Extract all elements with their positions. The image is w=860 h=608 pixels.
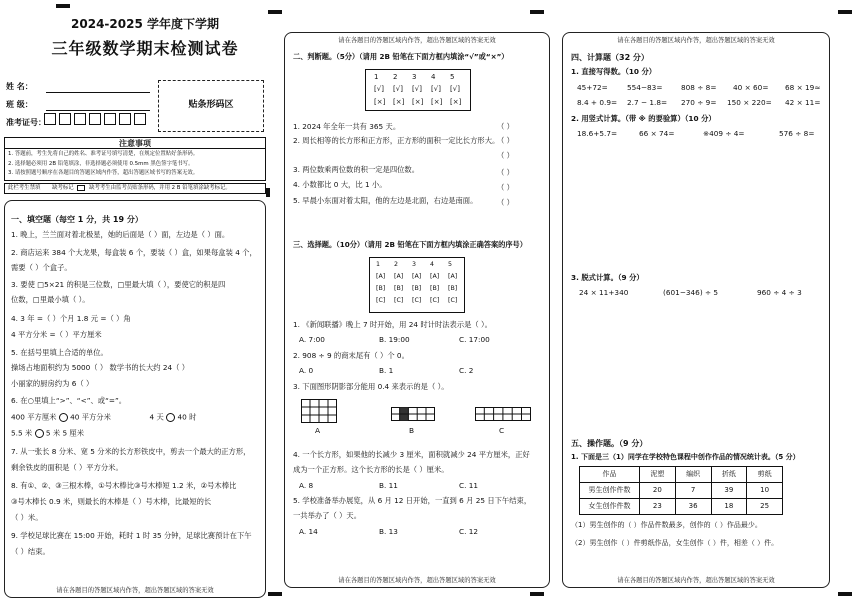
- judge-tick-option[interactable]: [√]: [412, 85, 422, 93]
- judge-choice-panel: [284, 32, 550, 588]
- absent-bar: [4, 183, 266, 194]
- name-field[interactable]: [46, 92, 150, 93]
- direct-title: 1. 直接写得数。（10 分）: [571, 67, 657, 76]
- fill-q5-b: 小丽家的厨房约为 6（ ）: [11, 379, 94, 388]
- barcode-label: 贴条形码区: [188, 100, 234, 110]
- alignment-mark: [838, 10, 852, 14]
- fill-q4: 4. 3 年 =（ ）个月 1.8 元 =（ ）角: [11, 314, 131, 323]
- choice-q2-opt-a[interactable]: A. 0: [299, 366, 314, 375]
- figure-b-label[interactable]: B: [409, 426, 415, 435]
- direct-item: 554−83=: [627, 83, 663, 92]
- choice-q4-opt-b[interactable]: B. 11: [379, 481, 398, 490]
- choice-q1-opt-c[interactable]: C. 17:00: [459, 335, 490, 344]
- fill-q3: 3. 要使 □5×21 的积是三位数，□里最大填（ ），要使它的积是四: [11, 280, 226, 289]
- choice-number: 2: [394, 261, 399, 268]
- direct-item: 40 × 60=: [733, 83, 769, 92]
- direct-item: 150 × 220=: [727, 98, 772, 107]
- fill-q8-cont2: （ ）米。: [11, 513, 43, 522]
- judge-tick-option[interactable]: [√]: [450, 85, 460, 93]
- calc-title: 四、计算题（32 分）: [571, 53, 649, 62]
- table-header: 剪纸: [747, 467, 783, 483]
- choice-option[interactable]: [C]: [412, 297, 422, 304]
- choice-number: 3: [412, 261, 417, 268]
- answer-paren: （ ）: [497, 122, 514, 131]
- fill-q7: 7. 从一张长 8 分米、宽 5 分米的长方形铁皮中，剪去一个最大的正方形，: [11, 447, 251, 456]
- vertical-item: 18.6+5.7=: [577, 129, 618, 138]
- choice-q5: 5. 学校准备举办展览，从 6 月 12 日开始，一直到 6 月 25 日下午结束，: [293, 496, 532, 505]
- vertical-item: 576 ÷ 8=: [779, 129, 815, 138]
- choice-q5-opt-c[interactable]: C. 12: [459, 527, 479, 536]
- judge-q4: 4. 小数都比 0 大，比 1 小。: [293, 180, 387, 189]
- choice-q2-opt-b[interactable]: B. 1: [379, 366, 394, 375]
- choice-q4-opt-c[interactable]: C. 11: [459, 481, 479, 490]
- choice-option[interactable]: [B]: [394, 285, 404, 292]
- fill-q3-cont: 位数，□里最小填（ ）。: [11, 295, 90, 304]
- judge-number: 3: [412, 73, 417, 81]
- choice-q5-opt-b[interactable]: B. 13: [379, 527, 398, 536]
- choice-option[interactable]: [C]: [430, 297, 440, 304]
- choice-title: 三、选择题。（10分）（请用 2B 铅笔在下面方框内填涂正确答案的序号）: [293, 240, 527, 249]
- alignment-mark: [266, 188, 270, 197]
- fill-q7-cont: 剩余铁皮的面积是（ ）平方分米。: [11, 463, 123, 472]
- compare-circle[interactable]: [166, 413, 175, 422]
- alignment-mark: [530, 10, 544, 14]
- choice-option[interactable]: [B]: [376, 285, 386, 292]
- figure-a: [301, 399, 337, 423]
- calc-op-panel: [562, 32, 830, 588]
- direct-item: 808 ÷ 8=: [681, 83, 717, 92]
- choice-option[interactable]: [A]: [412, 273, 422, 280]
- judge-q3: 3. 两位数乘两位数的积一定是四位数。: [293, 165, 420, 174]
- exam-year: 2024-2025 学年度下学期: [71, 17, 219, 31]
- table-header: 作品: [580, 467, 640, 483]
- answer-paren: （ ）: [497, 198, 514, 207]
- alignment-mark: [838, 592, 852, 596]
- choice-option[interactable]: [C]: [376, 297, 386, 304]
- direct-item: 8.4 + 0.9=: [577, 98, 618, 107]
- choice-option[interactable]: [B]: [448, 285, 458, 292]
- choice-q1: 1. 《新闻联播》晚上 7 时开始，用 24 时计时法表示是（ ）。: [293, 320, 492, 329]
- panel-header-note: 请在各题目的答题区域内作答，超出答题区域的答案无效: [617, 37, 775, 44]
- judge-cross-option[interactable]: [×]: [393, 98, 405, 106]
- vertical-item: 66 × 74=: [639, 129, 675, 138]
- alignment-mark: [268, 592, 282, 596]
- fill-q2-cont: 需要（ ）个盒子。: [11, 263, 72, 272]
- absent-checkbox[interactable]: [77, 185, 85, 191]
- choice-option[interactable]: [A]: [394, 273, 404, 280]
- choice-option[interactable]: [A]: [430, 273, 440, 280]
- choice-q5-opt-a[interactable]: A. 14: [299, 527, 318, 536]
- table-cell: 女生创作件数: [580, 499, 640, 515]
- operation-sub1: （1）男生创作的（ ）作品件数最多，创作的（ ）作品最少。: [571, 521, 762, 529]
- choice-number: 1: [376, 261, 381, 268]
- exam-no-boxes[interactable]: [44, 113, 149, 125]
- direct-item: 45+72=: [577, 83, 608, 92]
- steps-title: 3. 脱式计算。（9 分）: [571, 273, 644, 282]
- alignment-mark: [56, 4, 70, 8]
- fill-q1: 1. 晚上，兰兰面对着北极星，她的后面是（ ）面，左边是（ ）面。: [11, 230, 230, 239]
- table-header: 编织: [675, 467, 711, 483]
- choice-q4: 4. 一个长方形，如果他的长减少 3 厘米，面积就减少 24 平方厘米，正好: [293, 450, 530, 459]
- direct-item: 42 × 11=: [785, 98, 821, 107]
- table-cell: 36: [675, 499, 711, 515]
- notice-line: 3. 请按照题号顺序在各题目的答题区域内作答，超出答题区域书写的答案无效。: [8, 170, 199, 176]
- table-cell: 男生创作件数: [580, 483, 640, 499]
- judge-cross-option[interactable]: [×]: [374, 98, 386, 106]
- judge-tick-option[interactable]: [√]: [374, 85, 384, 93]
- judge-tick-option[interactable]: [√]: [431, 85, 441, 93]
- figure-c: [475, 407, 531, 421]
- figure-c-label[interactable]: C: [499, 426, 505, 435]
- table-header-row: [580, 467, 783, 483]
- fill-q6-row1: 400 平方厘米 40 平方分米 4 天 40 时: [11, 412, 197, 422]
- fill-q5-a: 操场占地面积约为 5000（ ） 数学书的长大约 24（ ）: [11, 363, 190, 372]
- notice-line: 1. 答题前，考生先将自己的姓名、准考证号填写清楚，在规定位置贴好条形码。: [8, 151, 199, 157]
- judge-q2: 2. 周长相等的长方形和正方形，正方形的面积一定比长方形大。: [293, 136, 500, 145]
- choice-number: 5: [448, 261, 453, 268]
- fill-q6: 6. 在○里填上“>”、“<”、或“=”。: [11, 396, 127, 405]
- direct-item: 270 ÷ 9=: [681, 98, 717, 107]
- choice-option[interactable]: [B]: [412, 285, 422, 292]
- operation-q1: 1. 下面是三（1）同学在学校特色课程中创作作品的情况统计表。（5 分）: [571, 453, 800, 461]
- table-cell: 39: [711, 483, 747, 499]
- absent-label: 此栏考生禁填: [8, 185, 41, 191]
- vertical-item: ※409 ÷ 4=: [703, 129, 745, 138]
- table-row: [580, 499, 783, 515]
- fill-q9: 9. 学校足球比赛在 15:00 开始，耗时 1 时 35 分钟，足球比赛预计在下午: [11, 531, 252, 540]
- answer-paren: （ ）: [497, 136, 514, 145]
- alignment-mark: [530, 592, 544, 596]
- fill-in-panel: [4, 200, 266, 598]
- steps-item: 24 × 11+340: [579, 288, 629, 297]
- judge-answer-box[interactable]: [365, 69, 471, 111]
- exam-no-label: 准考证号：: [6, 118, 46, 127]
- class-field[interactable]: [46, 110, 150, 111]
- choice-option[interactable]: [B]: [430, 285, 440, 292]
- table-cell: 23: [640, 499, 676, 515]
- judge-cross-option[interactable]: [×]: [431, 98, 443, 106]
- fill-q8-cont: ③号木棒长 0.9 米，则最长的木棒是（ ）号木棒，比最短的长: [11, 497, 212, 506]
- fill-q6-row2: 5.5 米 5 米 5 厘米: [11, 428, 85, 438]
- choice-q3: 3. 下面图形阴影部分能用 0.4 来表示的是（ ）。: [293, 382, 449, 391]
- choice-q4-opt-a[interactable]: A. 8: [299, 481, 314, 490]
- answer-paren: （ ）: [497, 168, 514, 177]
- notice-box: [4, 137, 266, 181]
- fill-q8: 8. 有①、②、③三根木棒，①号木棒比③号木棒短 1.2 米，②号木棒比: [11, 481, 237, 490]
- panel-footer-note: 请在各题目的答题区域内作答，超出答题区域的答案无效: [56, 586, 214, 594]
- judge-number: 2: [393, 73, 398, 81]
- table-cell: 10: [747, 483, 783, 499]
- name-label: 姓 名：: [6, 82, 33, 91]
- notice-title: 注意事项: [5, 138, 265, 149]
- absent-note: 缺考考生由监考员贴条形码，并用 2 B 铅笔填涂缺考标记。: [89, 185, 231, 191]
- fill-q5: 5. 在括号里填上合适的单位。: [11, 348, 108, 357]
- operation-sub2: （2）男生创作（ ）件剪纸作品，女生创作（ ）件，相差（ ）件。: [571, 539, 779, 547]
- barcode-area: [158, 80, 264, 132]
- works-table: [579, 466, 783, 515]
- compare-circle[interactable]: [59, 413, 68, 422]
- choice-q4-cont: 成为一个正方形。这个长方形的长是（ ）厘米。: [293, 465, 449, 474]
- vertical-title: 2. 用竖式计算。（带 ※ 的要验算）（10 分）: [571, 114, 716, 123]
- fill-q4-cont: 4 平方分米 =（ ）平方厘米: [11, 330, 102, 339]
- notice-line: 2. 选择题必须用 2B 铅笔填涂，非选择题必须使用 0.5mm 黑色签字笔书写。: [8, 160, 194, 167]
- compare-circle[interactable]: [35, 429, 44, 438]
- table-header: 折纸: [711, 467, 747, 483]
- judge-number: 5: [450, 73, 455, 81]
- figure-a-label[interactable]: A: [315, 426, 321, 435]
- choice-q5-cont: 一共举办了（ ）天。: [293, 511, 361, 520]
- table-row: [580, 483, 783, 499]
- exam-title: 三年级数学期末检测试卷: [51, 39, 239, 58]
- steps-item: 960 ÷ 4 ÷ 3: [757, 288, 802, 297]
- choice-option[interactable]: [A]: [448, 273, 458, 280]
- steps-item: (601−346) ÷ 5: [663, 288, 719, 297]
- direct-item: 2.7 − 1.8=: [627, 98, 668, 107]
- judge-tick-option[interactable]: [√]: [393, 85, 403, 93]
- choice-option[interactable]: [A]: [376, 273, 386, 280]
- table-cell: 18: [711, 499, 747, 515]
- fill-q2: 2. 商店运来 384 个大龙果，每盒装 6 个，要装（ ）盒，如果每盒装 4 个，: [11, 248, 257, 257]
- choice-q1-opt-a[interactable]: A. 7:00: [299, 335, 325, 344]
- table-header: 泥塑: [640, 467, 676, 483]
- panel-header-note: 请在各题目的答题区域内作答，超出答题区域的答案无效: [338, 37, 496, 44]
- judge-number: 1: [374, 73, 379, 81]
- judge-title: 二、判断题。（5分）（请用 2B 铅笔在下面方框内填涂“√”或“×”）: [293, 52, 509, 61]
- answer-paren: （ ）: [497, 151, 514, 160]
- fill-in-title: 一、填空题（每空 1 分，共 19 分）: [11, 215, 143, 224]
- choice-answer-box[interactable]: [369, 257, 465, 313]
- panel-footer-note: 请在各题目的答题区域内作答，超出答题区域的答案无效: [617, 576, 775, 584]
- judge-q1: 1. 2024 年全年一共有 365 天。: [293, 122, 401, 131]
- fill-q9-cont: （ ）结束。: [11, 547, 50, 556]
- choice-q1-opt-b[interactable]: B. 19:00: [379, 335, 410, 344]
- figure-b: [391, 407, 435, 421]
- choice-number: 4: [430, 261, 435, 268]
- choice-option[interactable]: [C]: [394, 297, 404, 304]
- choice-option[interactable]: [C]: [448, 297, 458, 304]
- judge-number: 4: [431, 73, 436, 81]
- panel-footer-note: 请在各题目的答题区域内作答，超出答题区域的答案无效: [338, 576, 496, 584]
- table-cell: 7: [675, 483, 711, 499]
- table-cell: 20: [640, 483, 676, 499]
- direct-item: 68 × 19≈: [785, 83, 821, 92]
- choice-q2-opt-c[interactable]: C. 2: [459, 366, 474, 375]
- operation-title: 五、操作题。（9 分）: [571, 439, 648, 448]
- absent-mark-label: 缺考标记: [52, 185, 74, 191]
- alignment-mark: [268, 10, 282, 14]
- table-cell: 25: [747, 499, 783, 515]
- judge-cross-option[interactable]: [×]: [450, 98, 462, 106]
- answer-paren: （ ）: [497, 183, 514, 192]
- judge-q5: 5. 早晨小东面对着太阳，他的左边是北面，右边是南面。: [293, 196, 478, 205]
- judge-cross-option[interactable]: [×]: [412, 98, 424, 106]
- choice-q2: 2. 908 ÷ 9 的商末尾有（ ）个 0。: [293, 351, 409, 360]
- class-label: 班 级：: [6, 100, 33, 109]
